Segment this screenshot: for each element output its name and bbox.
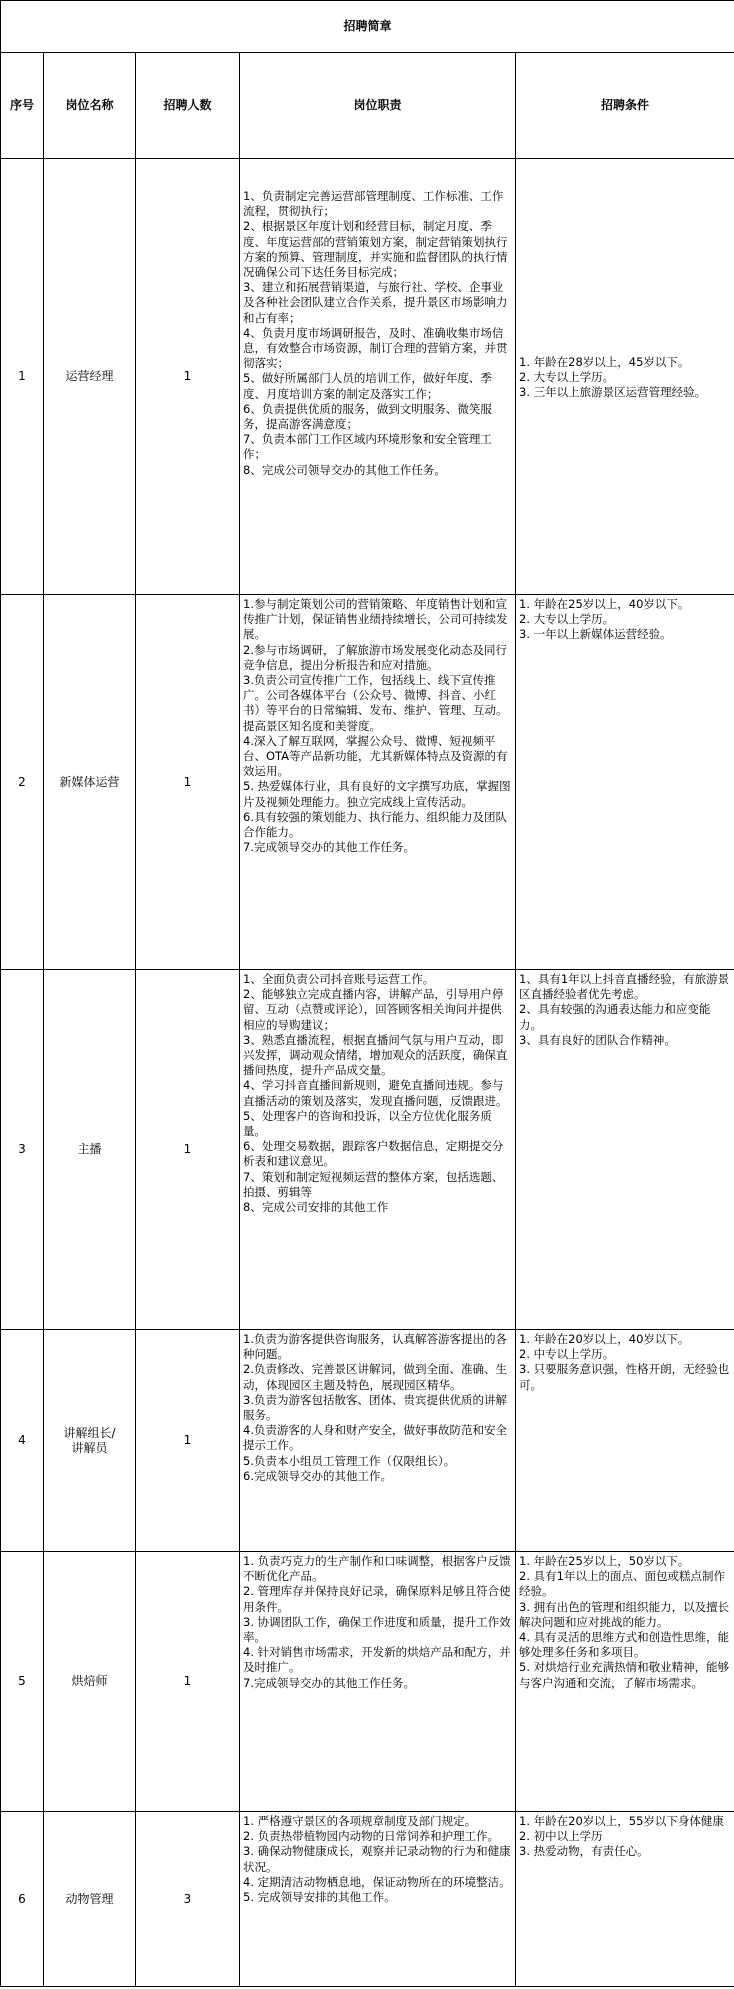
duty-line: 5、做好所属部门人员的培训工作，做好年度、季度、月度培训方案的制定及落实工作； xyxy=(243,371,492,401)
duty-line: 8、完成公司安排的其他工作 xyxy=(243,1200,389,1215)
position-name: 主播 xyxy=(44,970,136,1330)
position-name-text: 讲解组长/讲解员 xyxy=(63,1425,116,1455)
duty-line: 1、负责制定完善运营部管理制度、工作标准、工作流程，贯彻执行； xyxy=(243,189,504,219)
duty-line: 3、熟悉直播流程，根据直播间气氛与用户互动，即兴发挥，调动观众情绪，增加观众的活跃度，确保直播间热度，提升产品成交量。 xyxy=(243,1032,508,1078)
duty-line: 8、完成公司领导交办的其他工作任务。 xyxy=(243,462,446,477)
requirement-line: 2、具有较强的沟通表达能力和应变能力。 xyxy=(519,1002,711,1032)
duty-line: 6、负责提供优质的服务，做到文明服务、微笑服务，提高游客满意度； xyxy=(243,401,492,432)
duties-cell xyxy=(240,1330,516,1552)
position-name xyxy=(44,1330,136,1552)
requirements-cell xyxy=(516,1330,734,1552)
duty-line: 4. 针对销售市场需求，开发新的烘焙产品和配方，并及时推广。 xyxy=(243,1645,511,1675)
header-position: 岗位名称 xyxy=(44,53,136,159)
duty-line: 4. 定期清洁动物栖息地，保证动物所在的环境整洁。 xyxy=(243,1874,511,1889)
row-number: 3 xyxy=(1,970,44,1330)
duty-line: 1. 严格遵守景区的各项规章制度及部门规定。 xyxy=(243,1814,477,1828)
requirement-line: 4. 具有灵活的思维方式和创造性思维，能够处理多任务和多项目。 xyxy=(519,1630,730,1660)
table-row xyxy=(1,159,734,595)
hire-count: 1 xyxy=(136,1330,240,1552)
requirement-line: 3、具有良好的团队合作精神。 xyxy=(519,1032,676,1047)
duty-line: 7、策划和制定短视频运营的整体方案，包括选题、拍摄、剪辑等 xyxy=(243,1169,504,1199)
requirement-line: 2. 中专以上学历。 xyxy=(519,1347,615,1362)
requirement-line: 1. 年龄在25岁以上，40岁以下。 xyxy=(519,597,690,611)
table-title: 招聘简章 xyxy=(1,1,734,53)
duty-line: 2.参与市场调研，了解旅游市场发展变化动态及同行竞争信息，提出分析报告和应对措施。 xyxy=(243,642,507,672)
requirement-line: 3. 三年以上旅游景区运营管理经验。 xyxy=(519,385,707,400)
duty-line: 2. 负责热带植物园内动物的日常饲养和护理工作。 xyxy=(243,1829,500,1844)
table-row xyxy=(1,595,734,970)
duty-line: 2、能够独立完成直播内容，讲解产品，引导用户停留、互动（点赞或评论），回答顾客相关询问并提供相应的导购建议； xyxy=(243,987,504,1032)
row-number: 6 xyxy=(1,1812,44,1987)
header-row xyxy=(1,53,734,159)
hire-count: 3 xyxy=(136,1812,240,1987)
position-name: 运营经理 xyxy=(44,159,136,595)
position-name: 新媒体运营 xyxy=(44,595,136,970)
table-row xyxy=(1,970,734,1330)
requirement-line: 3. 只要服务意识强，性格开朗，无经验也可。 xyxy=(519,1362,730,1392)
requirement-line: 2. 初中以上学历 xyxy=(519,1829,603,1844)
hire-count: 1 xyxy=(136,970,240,1330)
duty-line: 3. 协调团队工作，确保工作进度和质量，提升工作效率。 xyxy=(243,1614,511,1645)
row-number: 5 xyxy=(1,1552,44,1812)
duties-cell xyxy=(240,595,516,970)
header-duties: 岗位职责 xyxy=(240,53,516,159)
requirement-line: 2. 具有1年以上的面点、面包或糕点制作经验。 xyxy=(519,1569,725,1599)
requirements-cell xyxy=(516,159,734,595)
duty-line: 1.参与制定策划公司的营销策略、年度销售计划和宣传推广计划，保证销售业绩持续增长，公司可持续发展。 xyxy=(243,597,508,642)
hire-count: 1 xyxy=(136,159,240,595)
duty-line: 6.完成领导交办的其他工作。 xyxy=(243,1468,392,1483)
duty-line: 1. 负责巧克力的生产制作和口味调整，根据客户反馈不断优化产品。 xyxy=(243,1554,511,1584)
duty-line: 5.负责本小组员工管理工作（仅限组长）。 xyxy=(243,1453,456,1468)
requirement-line: 1. 年龄在25岁以上，50岁以下。 xyxy=(519,1554,690,1568)
requirement-line: 2. 大专以上学历。 xyxy=(519,369,615,384)
requirement-line: 3. 拥有出色的管理和组织能力，以及擅长解决问题和应对挑战的能力。 xyxy=(519,1599,730,1629)
table-row xyxy=(1,1812,734,1987)
duty-line: 7.完成领导交办的其他工作任务。 xyxy=(243,840,415,855)
duty-line: 3. 确保动物健康成长，观察并记录动物的行为和健康状况。 xyxy=(243,1844,511,1874)
duties-cell xyxy=(240,159,516,595)
requirements-cell xyxy=(516,595,734,970)
duty-line: 3、建立和拓展营销渠道，与旅行社、学校、企事业及各种社会团队建立合作关系，提升景区市场影响力和占有率； xyxy=(243,280,508,325)
table-row xyxy=(1,1330,734,1552)
duty-line: 5. 热爱媒体行业，具有良好的文字撰写功底，掌握图片及视频处理能力。独立完成线上宣传活动。 xyxy=(243,779,511,809)
duty-line: 2. 管理库存并保持良好记录，确保原料足够且符合使用条件。 xyxy=(243,1584,511,1614)
position-name: 动物管理 xyxy=(44,1812,136,1987)
requirement-line: 1. 年龄在20岁以上，40岁以下。 xyxy=(519,1332,690,1346)
duty-line: 6.具有较强的策划能力、执行能力、组织能力及团队合作能力。 xyxy=(243,809,507,840)
row-number: 1 xyxy=(1,159,44,595)
duties-cell xyxy=(240,1552,516,1812)
duty-line: 2.负责修改、完善景区讲解词，做到全面、准确、生动，体现园区主题及特色，展现园区精华。 xyxy=(243,1362,507,1392)
requirement-line: 5. 对烘焙行业充满热情和敬业精神，能够与客户沟通和交流，了解市场需求。 xyxy=(519,1660,730,1690)
duty-line: 7.完成领导交办的其他工作任务。 xyxy=(243,1675,415,1690)
requirement-line: 1、具有1年以上抖音直播经验，有旅游景区直播经验者优先考虑。 xyxy=(519,972,730,1002)
position-name: 烘焙师 xyxy=(44,1552,136,1812)
requirement-line: 3. 热爱动物，有责任心。 xyxy=(519,1844,649,1859)
requirement-line: 1. 年龄在20岁以上，55岁以下身体健康 xyxy=(519,1814,724,1828)
header-count: 招聘人数 xyxy=(136,53,240,159)
duty-line: 4.深入了解互联网，掌握公众号、微博、短视频平台、OTA等产品新功能，尤其新媒体特点及资源的有效运用。 xyxy=(243,733,508,779)
duty-line: 4、负责月度市场调研报告，及时、准确收集市场信息，有效整合市场资源，制订合理的营销方案，并贯彻落实； xyxy=(243,325,508,371)
requirements-cell xyxy=(516,1812,734,1987)
requirement-line: 2. 大专以上学历。 xyxy=(519,612,615,627)
requirements-cell xyxy=(516,970,734,1330)
duty-line: 1.负责为游客提供咨询服务，认真解答游客提出的各种问题。 xyxy=(243,1332,507,1362)
row-number: 4 xyxy=(1,1330,44,1552)
duties-cell xyxy=(240,1812,516,1987)
title-row xyxy=(1,1,734,53)
hire-count: 1 xyxy=(136,595,240,970)
duty-line: 5. 完成领导安排的其他工作。 xyxy=(243,1890,396,1905)
header-requirements: 招聘条件 xyxy=(516,53,734,159)
duty-line: 4.负责游客的人身和财产安全，做好事故防范和安全提示工作。 xyxy=(243,1423,507,1453)
duty-line: 5、处理客户的咨询和投诉，以全方位优化服务质量。 xyxy=(243,1108,492,1139)
requirement-line: 1. 年龄在28岁以上，45岁以下。 xyxy=(519,354,690,369)
duty-line: 4、学习抖音直播间新规则，避免直播间违规。参与直播活动的策划及落实，发现直播问题，反馈跟进。 xyxy=(243,1078,508,1108)
duty-line: 1、全面负责公司抖音账号运营工作。 xyxy=(243,972,435,986)
duties-cell xyxy=(240,970,516,1330)
duty-line: 2、根据景区年度计划和经营目标，制定月度、季度、年度运营部的营销策划方案，制定营销策划执行方案的预算、管理制度，并实施和监督团队的执行情况确保公司下达任务目标完成； xyxy=(243,219,508,280)
duty-line: 3.负责为游客包括散客、团体、贵宾提供优质的讲解服务。 xyxy=(243,1392,507,1423)
table-row xyxy=(1,1552,734,1812)
duty-line: 7、负责本部门工作区域内环境形象和安全管理工作； xyxy=(243,432,492,462)
requirement-line: 3. 一年以上新媒体运营经验。 xyxy=(519,627,672,642)
duty-line: 6、处理交易数据，跟踪客户数据信息，定期提交分析表和建议意见。 xyxy=(243,1139,504,1169)
header-no: 序号 xyxy=(1,53,44,159)
hire-count: 1 xyxy=(136,1552,240,1812)
requirements-cell xyxy=(516,1552,734,1812)
duty-line: 3.负责公司宣传推广工作，包括线上、线下宣传推广。公司各媒体平台（公众号、微博、抖音、小红书）等平台的日常编辑、发布、维护、管理、互动。提高景区知名度和美誉度。 xyxy=(243,673,508,733)
row-number: 2 xyxy=(1,595,44,970)
